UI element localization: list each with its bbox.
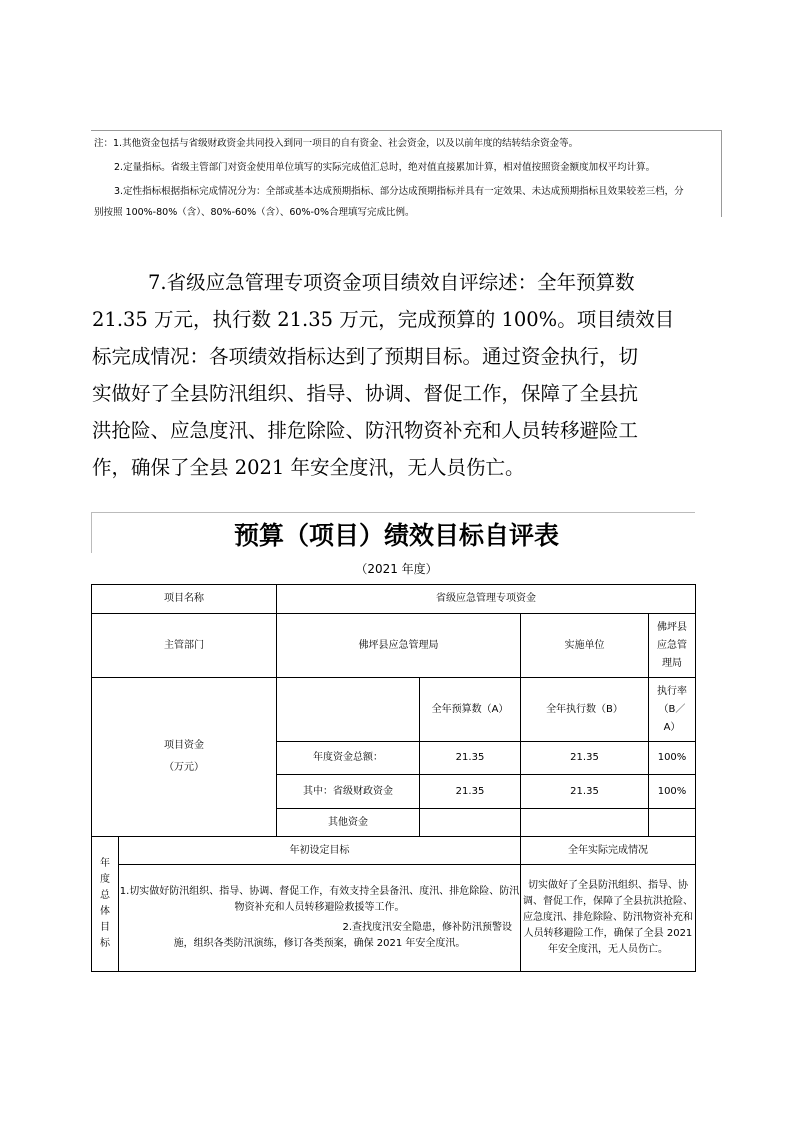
- goal-text: [119, 865, 521, 972]
- row-budget: 21.35: [420, 742, 521, 775]
- goal-item-2b: 施，组织各类防汛演练，修订各类预案，确保 2021 年安全度汛。: [173, 938, 466, 949]
- impl-line: 理局: [662, 657, 682, 669]
- note-1: 注：1.其他资金包括与省级财政资金共同投入到同一项目的自有资金、社会资金，以及以前年度的结转结余资金等。: [94, 138, 579, 149]
- note-2: 2.定量指标。省级主管部门对资金使用单位填写的实际完成值汇总时，绝对值直接累加计算，相对值按照资金额度加权平均计算。: [114, 162, 656, 173]
- funds-label: 项目资金: [164, 740, 204, 751]
- paragraph-line: 7.省级应急管理专项资金项目绩效自评综述：全年预算数: [148, 271, 635, 294]
- evaluation-table: [91, 584, 696, 972]
- impl-label: 实施单位: [521, 614, 649, 678]
- row-label: 年度资金总额：: [277, 742, 420, 775]
- form-title: 预算（项目）绩效目标自评表: [233, 521, 559, 550]
- paragraph-line: 实做好了全县防汛组织、指导、协调、督促工作，保障了全县抗: [92, 382, 639, 405]
- col-rate-header: [649, 678, 696, 742]
- vert-char: 标: [100, 938, 110, 949]
- annual-goal-vertical-label: [92, 837, 119, 972]
- actual-text: 切实做好了全县防汛组织、指导、协调、督促工作，保障了全县抗洪抢险、应急度汛、排危除险、防汛物资补充和人员转移避险工作，确保了全县 2021 年安全度汛，无人员伤亡。: [521, 865, 696, 972]
- note-4: 别按照 100%-80%（含）、80%-60%（含）、60%-0%合理填写完成比例。: [94, 207, 415, 218]
- rate-line: A）: [663, 721, 681, 733]
- table-row: [92, 678, 696, 742]
- row-budget: [420, 809, 521, 837]
- paragraph-line: 21.35 万元，执行数 21.35 万元，完成预算的 100%。项目绩效目: [92, 308, 675, 331]
- vert-char: 目: [100, 922, 110, 933]
- funds-unit: （万元）: [164, 762, 204, 773]
- project-name-value: 省级应急管理专项资金: [277, 585, 696, 614]
- table-row: [92, 837, 696, 865]
- row-budget: 21.35: [420, 775, 521, 809]
- row-label: 其他资金: [277, 809, 420, 837]
- actual-header: 全年实际完成情况: [521, 837, 696, 865]
- project-name-label: 项目名称: [92, 585, 277, 614]
- impl-line: 佛坪县: [657, 621, 687, 633]
- impl-line: 应急管: [657, 639, 687, 651]
- form-year: （2021 年度）: [355, 562, 438, 576]
- row-exec: 21.35: [521, 742, 649, 775]
- impl-value: [649, 614, 696, 678]
- goal-item-1: 1.切实做好防汛组织、指导、协调、督促工作，有效支持全县备汛、度汛、排危除险、防汛物资补充和人员转移避险救援等工作。: [119, 886, 520, 913]
- table-row: [92, 614, 696, 678]
- col-budget-header: 全年预算数（A）: [420, 678, 521, 742]
- paragraph-line: 洪抢险、应急度汛、排危除险、防汛物资补充和人员转移避险工: [92, 419, 639, 442]
- rate-line: 执行率: [657, 685, 687, 697]
- table-row: [92, 865, 696, 972]
- row-rate: [649, 809, 696, 837]
- col-exec-header: 全年执行数（B）: [521, 678, 649, 742]
- table-row: [92, 585, 696, 614]
- vert-char: 度: [100, 874, 110, 885]
- empty-cell: [277, 678, 420, 742]
- goal-item-2a: 2.查找度汛安全隐患，修补防汛预警设: [342, 922, 512, 933]
- paragraph-line: 标完成情况：各项绩效指标达到了预期目标。通过资金执行，切: [92, 345, 639, 368]
- vert-char: 体: [100, 906, 110, 917]
- dept-label: 主管部门: [92, 614, 277, 678]
- row-label: 其中：省级财政资金: [277, 775, 420, 809]
- row-rate: 100%: [649, 775, 696, 809]
- paragraph-line: 作，确保了全县 2021 年安全度汛，无人员伤亡。: [92, 456, 525, 479]
- dept-value: 佛坪县应急管理局: [277, 614, 521, 678]
- row-rate: 100%: [649, 742, 696, 775]
- rate-line: （B／: [658, 703, 686, 715]
- funds-label-cell: [92, 678, 277, 837]
- vert-char: 总: [100, 890, 110, 901]
- row-exec: [521, 809, 649, 837]
- vert-char: 年: [100, 858, 110, 869]
- row-exec: 21.35: [521, 775, 649, 809]
- goal-header: 年初设定目标: [119, 837, 521, 865]
- note-3: 3.定性指标根据指标完成情况分为：全部或基本达成预期指标、部分达成预期指标并具有一定效果、未达成预期指标且效果较差三档，分: [114, 186, 684, 197]
